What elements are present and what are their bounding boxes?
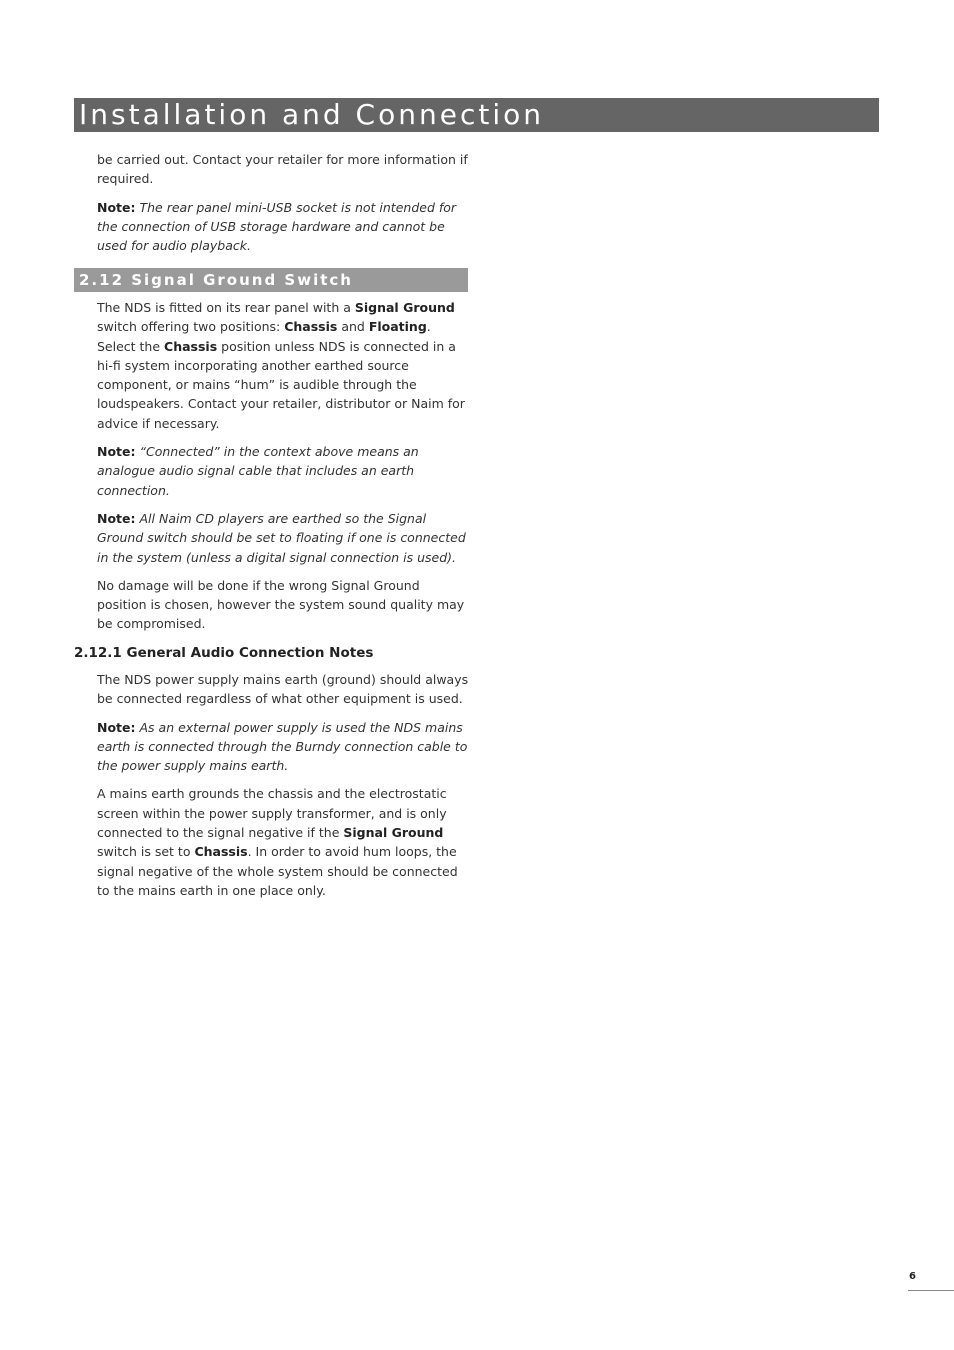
bold-term: Chassis — [284, 319, 338, 335]
chapter-title: Installation and Connection — [79, 98, 544, 131]
text-run: switch is set to — [97, 844, 195, 860]
intro-block — [97, 150, 472, 255]
connected-note — [97, 442, 472, 500]
text-run: switch offering two positions: — [97, 319, 285, 335]
power-supply-note — [97, 718, 472, 776]
text-run: position unless NDS is connected in a hi-fi system incorporating another earthed source component, or mains “hum” is audible through the loudspeakers. Contact your retailer, distributor or Naim for advice if necessary. — [97, 338, 465, 431]
subsection-title: 2.12.1 General Audio Connection Notes — [74, 645, 374, 661]
signal-ground-block — [97, 298, 472, 634]
usb-note — [97, 198, 472, 256]
bold-term: Signal Ground — [343, 825, 444, 841]
text-run: . In order to avoid hum loops, the signal negative of the whole system should be connected to the mains earth in one place only. — [97, 844, 458, 898]
text-run: A mains earth grounds the chassis and the electrostatic screen within the power supply transformer, and is only connected to the signal negative if the — [97, 786, 447, 841]
section-header-bar — [74, 268, 468, 292]
signal-ground-paragraph — [97, 298, 472, 433]
text-run: and — [337, 319, 369, 335]
note-label: Note: — [97, 199, 136, 215]
usb-note-text: The rear panel mini-USB socket is not intended for the connection of USB storage hardware and cannot be used for audio playback. — [97, 199, 457, 254]
cd-players-note-text: All Naim CD players are earthed so the Signal Ground switch should be set to floating if one is connected in the system (unless a digital signal connection is used). — [97, 510, 466, 565]
mains-earth-paragraph: The NDS power supply mains earth (ground) should always be connected regardless of what other equipment is used. — [97, 672, 469, 707]
chapter-header-bar — [74, 98, 879, 132]
audio-connection-block — [97, 670, 472, 900]
power-supply-note-text: As an external power supply is used the NDS mains earth is connected through the Burndy connection cable to the power supply mains earth. — [97, 719, 468, 774]
bold-term: Chassis — [194, 844, 248, 860]
text-run: The NDS is fitted on its rear panel with a — [97, 300, 355, 315]
hum-loop-paragraph — [97, 784, 472, 900]
note-label: Note: — [97, 444, 136, 460]
cd-players-note — [97, 509, 472, 567]
text-run: . Select the — [97, 319, 431, 354]
bold-term: Chassis — [164, 338, 218, 354]
page-number: 6 — [909, 1271, 916, 1282]
section-title: 2.12 Signal Ground Switch — [79, 271, 353, 289]
no-damage-paragraph: No damage will be done if the wrong Signal Ground position is chosen, however the system sound quality may be compromised. — [97, 577, 465, 632]
intro-paragraph: be carried out. Contact your retailer for more information if required. — [97, 152, 468, 187]
bold-term: Signal Ground — [354, 300, 455, 315]
page-number-rule — [908, 1290, 954, 1291]
connected-note-text: “Connected” in the context above means an analogue audio signal cable that includes an earth connection. — [97, 444, 419, 498]
bold-term: Floating — [368, 319, 427, 335]
note-label: Note: — [97, 719, 136, 735]
note-label: Note: — [97, 510, 136, 526]
